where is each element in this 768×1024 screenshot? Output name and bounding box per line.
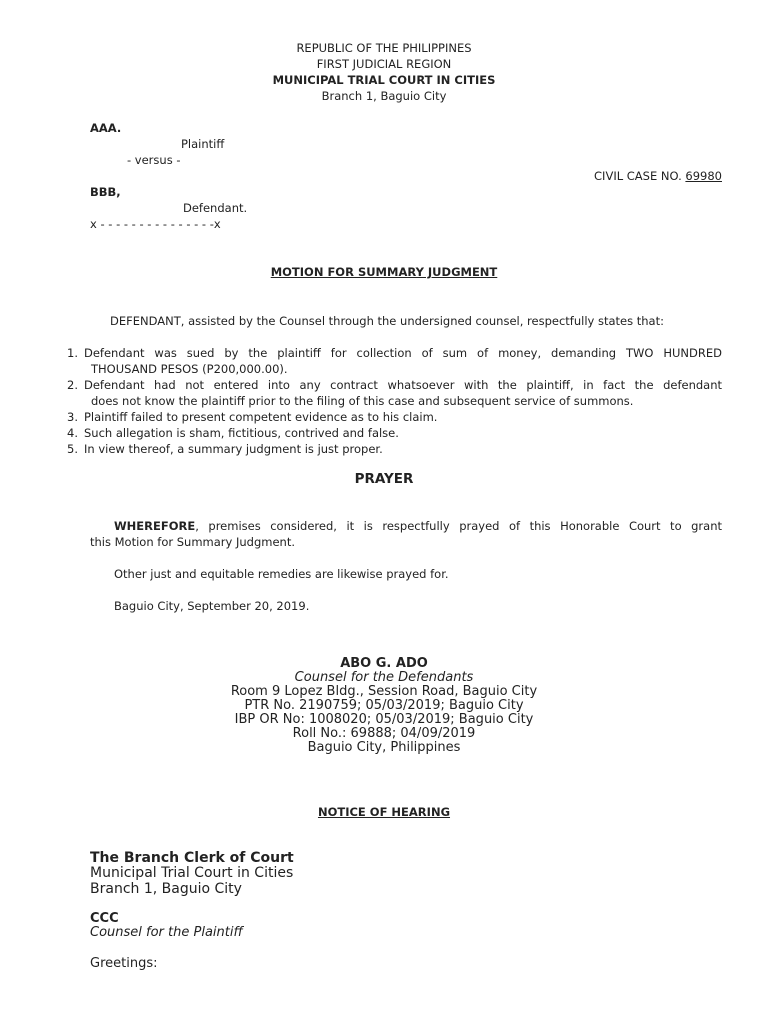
- item-1-number: 1.: [67, 346, 78, 360]
- addressee-clerk-branch: Branch 1, Baguio City: [90, 881, 242, 897]
- case-label: CIVIL CASE NO.: [594, 169, 682, 183]
- counsel-ptr: PTR No. 2190759; 05/03/2019; Baguio City: [244, 698, 524, 713]
- plaintiff-name: AAA.: [90, 121, 122, 135]
- item-1-line2: THOUSAND PESOS (P200,000.00).: [91, 362, 288, 376]
- defendant-name: BBB,: [90, 185, 121, 199]
- plaintiff-role: Plaintiff: [181, 137, 225, 151]
- defendant-role: Defendant.: [183, 201, 248, 215]
- counsel-ibp: IBP OR No: 1008020; 05/03/2019; Baguio City: [234, 712, 534, 727]
- wherefore-line1: [114, 519, 722, 533]
- addressee-clerk-court: Municipal Trial Court in Cities: [90, 865, 294, 881]
- header-republic: REPUBLIC OF THE PHILIPPINES: [296, 41, 472, 55]
- counsel-address: Room 9 Lopez Bldg., Session Road, Baguio City: [230, 684, 538, 699]
- counsel-name: ABO G. ADO: [340, 656, 428, 671]
- case-number: 69980: [685, 169, 722, 183]
- motion-title: MOTION FOR SUMMARY JUDGMENT: [270, 265, 498, 279]
- wherefore-bold: WHEREFORE: [114, 519, 196, 533]
- counsel-roll: Roll No.: 69888; 04/09/2019: [292, 726, 476, 741]
- item-4-number: 4.: [67, 426, 78, 440]
- notice-title: NOTICE OF HEARING: [317, 805, 451, 819]
- item-5-number: 5.: [67, 442, 78, 456]
- motion-intro: DEFENDANT, assisted by the Counsel through the undersigned counsel, respectfully states that:: [110, 314, 664, 328]
- counsel-role: Counsel for the Defendants: [294, 670, 474, 685]
- item-1-line1: Defendant was sued by the plaintiff for collection of sum of money, demanding TWO HUNDRED: [84, 346, 722, 360]
- item-3-line1: Plaintiff failed to present competent evidence as to his claim.: [84, 410, 438, 424]
- caption-separator: x - - - - - - - - - - - - - - -x: [90, 217, 221, 231]
- civil-case-number: [594, 169, 722, 183]
- wherefore-rest: , premises considered, it is respectfully prayed of this Honorable Court to grant: [195, 519, 722, 533]
- addressee-counsel-role: Counsel for the Plaintiff: [90, 925, 243, 940]
- item-2-line1: Defendant had not entered into any contract whatsoever with the plaintiff, in fact the defendant: [84, 378, 722, 392]
- versus-text: - versus -: [127, 153, 181, 167]
- header-region: FIRST JUDICIAL REGION: [316, 57, 452, 71]
- addressee-counsel-name: CCC: [90, 911, 119, 926]
- addressee-clerk-title: The Branch Clerk of Court: [90, 850, 294, 866]
- wherefore-line2: this Motion for Summary Judgment.: [90, 535, 295, 549]
- header-branch: Branch 1, Baguio City: [321, 89, 447, 103]
- item-3-number: 3.: [67, 410, 78, 424]
- item-2-number: 2.: [67, 378, 78, 392]
- counsel-city: Baguio City, Philippines: [307, 740, 461, 755]
- date-place: Baguio City, September 20, 2019.: [114, 599, 310, 613]
- prayer-title: PRAYER: [354, 471, 414, 487]
- greeting: Greetings:: [90, 956, 158, 971]
- other-relief: Other just and equitable remedies are likewise prayed for.: [114, 567, 449, 581]
- item-4-line1: Such allegation is sham, fictitious, contrived and false.: [84, 426, 399, 440]
- item-2-line2: does not know the plaintiff prior to the filing of this case and subsequent service of summons.: [91, 394, 634, 408]
- item-5-line1: In view thereof, a summary judgment is just proper.: [84, 442, 383, 456]
- header-court: MUNICIPAL TRIAL COURT IN CITIES: [272, 73, 496, 87]
